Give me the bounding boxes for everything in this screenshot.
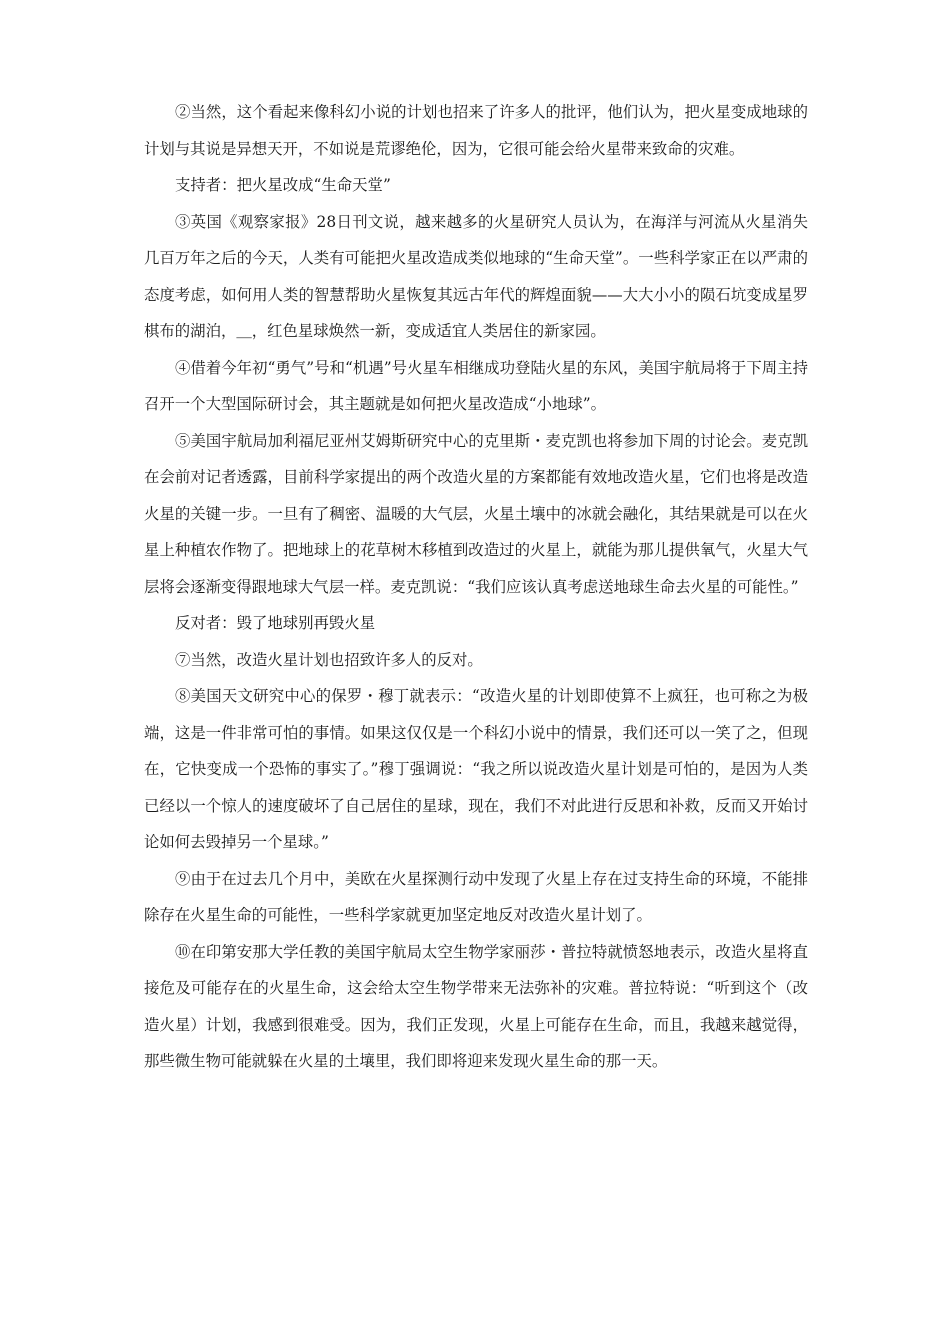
section-heading-supporters: 支持者：把火星改成“生命天堂”	[175, 176, 391, 194]
section-heading-opponents: 反对者：毁了地球别再毁火星	[175, 614, 376, 632]
paragraph-7: ⑦当然，改造火星计划也招致许多人的反对。	[175, 650, 483, 669]
paragraph-5: ⑤美国宇航局加利福尼亚州艾姆斯研究中心的克里斯・麦克凯也将参加下周的讨论会。麦克凯在会前对记者透露，目前科学家提出的两个改造火星的方案都能有效地改造火星，它们也将是改造火星的关键一步。一旦有了稠密、温暖的大气层，火星土壤中的冰就会融化，其结果就是可以在火星上种植农作物了。把地球上的花草树木移植到改造过的火星上，就能为那儿提供氧气，火星大气层将会逐渐变得跟地球大气层一样。麦克凯说：“我们应该认真考虑送地球生命去火星的可能性。”	[144, 431, 808, 596]
paragraph-2: ②当然，这个看起来像科幻小说的计划也招来了许多人的批评，他们认为，把火星变成地球的计划与其说是异想天开，不如说是荒谬绝伦，因为，它很可能会给火星带来致命的灾难。	[144, 103, 808, 158]
paragraph-9: ⑨由于在过去几个月中，美欧在火星探测行动中发现了火星上存在过支持生命的环境，不能排除存在火星生命的可能性，一些科学家就更加坚定地反对改造火星计划了。	[144, 869, 808, 924]
paragraph-10: ⑩在印第安那大学任教的美国宇航局太空生物学家丽莎・普拉特就愤怒地表示，改造火星将直接危及可能存在的火星生命，这会给太空生物学带来无法弥补的灾难。普拉特说：“听到这个（改造火星）计划，我感到很难受。因为，我们正发现，火星上可能存在生命，而且，我越来越觉得，那些微生物可能就躲在火星的土壤里，我们即将迎来发现火星生命的那一天。	[144, 942, 808, 1070]
paragraph-8: ⑧美国天文研究中心的保罗・穆丁就表示：“改造火星的计划即使算不上疯狂，也可称之为极端，这是一件非常可怕的事情。如果这仅仅是一个科幻小说中的情景，我们还可以一笑了之，但现在，它快变成一个恐怖的事实了。”穆丁强调说：“我之所以说改造火星计划是可怕的，是因为人类已经以一个惊人的速度破坏了自己居住的星球，现在，我们不对此进行反思和补救，反而又开始讨论如何去毁掉另一个星球。”	[144, 687, 808, 851]
paragraph-4: ④借着今年初“勇气”号和“机遇”号火星车相继成功登陆火星的东风，美国宇航局将于下周主持召开一个大型国际研讨会，其主题就是如何把火星改造成“小地球”。	[144, 358, 808, 413]
paragraph-3: ③英国《观察家报》28日刊文说，越来越多的火星研究人员认为，在海洋与河流从火星消失几百万年之后的今天，人类有可能把火星改造成类似地球的“生命天堂”。一些科学家正在以严肃的态度考虑，如何用人类的智慧帮助火星恢复其远古年代的辉煌面貌——大大小小的陨石坑变成星罗棋布的湖泊，＿，红色星球焕然一新，变成适宜人类居住的新家园。	[144, 212, 808, 340]
document-page	[144, 94, 808, 1080]
